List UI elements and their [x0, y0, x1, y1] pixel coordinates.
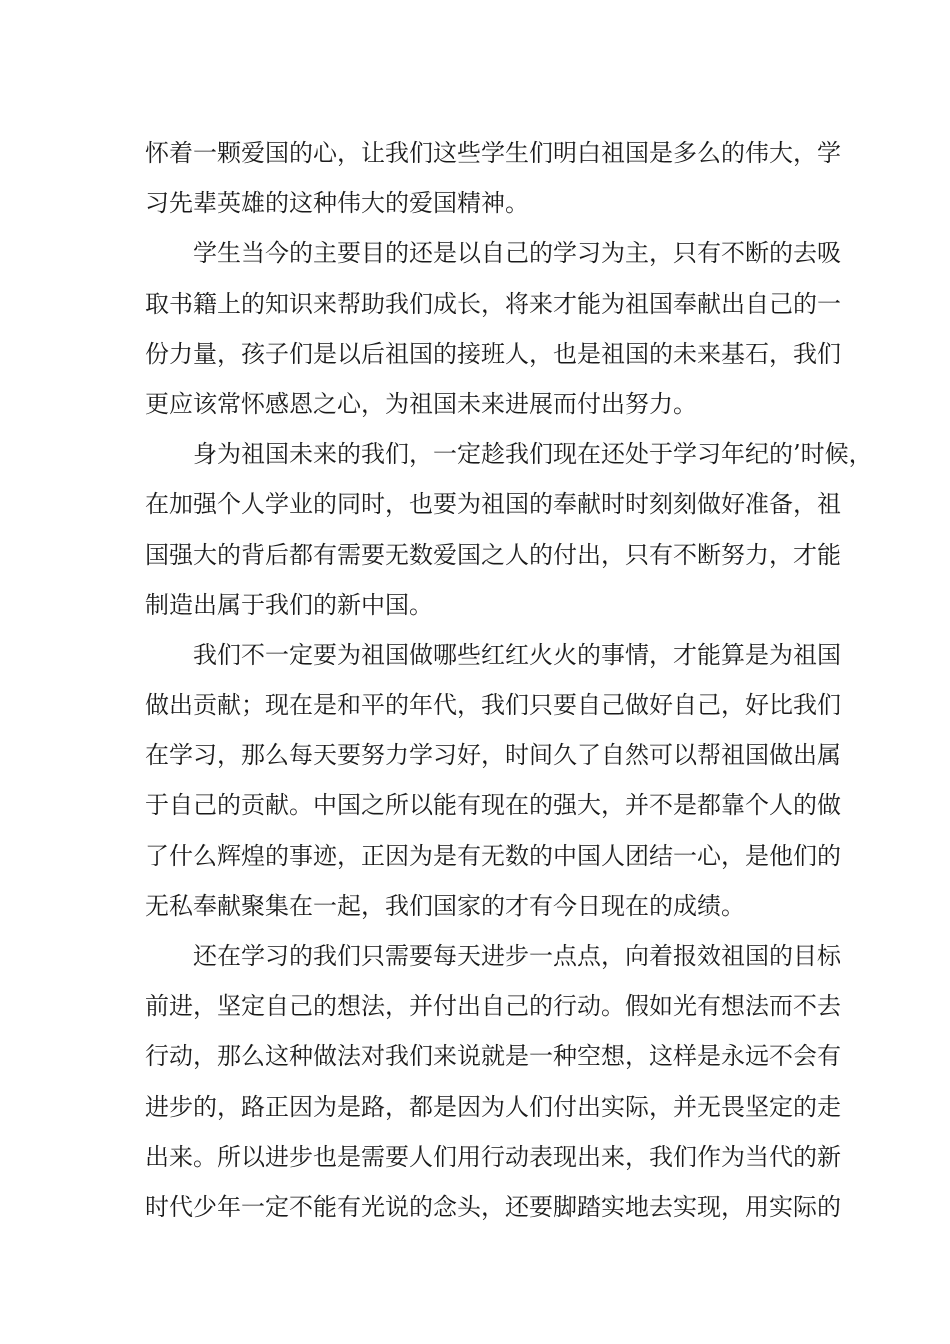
paragraph-line: 国强大的背后都有需要无数爱国之人的付出，只有不断努力，才能: [145, 540, 841, 569]
paragraph-3: [145, 429, 873, 630]
paragraph-line: 于自己的贡献。中国之所以能有现在的强大，并不是都靠个人的做: [145, 791, 841, 820]
paragraph-line: 份力量，孩子们是以后祖国的接班人，也是祖国的未来基石，我们: [145, 339, 841, 368]
paragraph-line: 制造出属于我们的新中国。: [145, 590, 433, 619]
paragraph-line: 怀着一颗爱国的心，让我们这些学生们明白祖国是多么的伟大，学: [145, 139, 841, 167]
paragraph-line: 出来。所以进步也是需要人们用行动表现出来，我们作为当代的新: [145, 1142, 841, 1171]
document-body: [145, 128, 873, 1232]
paragraph-line: 行动，那么这种做法对我们来说就是一种空想，这样是永远不会有: [145, 1042, 841, 1071]
paragraph-2: [145, 228, 841, 429]
paragraph-5: [145, 931, 841, 1232]
paragraph-4: [145, 630, 841, 931]
paragraph-line: 做出贡献；现在是和平的年代，我们只要自己做好自己，好比我们: [145, 691, 841, 720]
paragraph-line: 还在学习的我们只需要每天进步一点点，向着报效祖国的目标: [193, 942, 841, 970]
paragraph-line: 学生当今的主要目的还是以自己的学习为主，只有不断的去吸: [193, 239, 841, 268]
paragraph-line: 习先辈英雄的这种伟大的爱国精神。: [145, 189, 529, 218]
paragraph-line: 更应该常怀感恩之心，为祖国未来进展而付出努力。: [145, 389, 697, 418]
paragraph-1: [145, 128, 841, 228]
paragraph-line: 时代少年一定不能有光说的念头，还要脚踏实地去实现，用实际的: [145, 1192, 841, 1221]
paragraph-line: 进步的，路正因为是路，都是因为人们付出实际，并无畏坚定的走: [145, 1092, 841, 1121]
paragraph-line: 身为祖国未来的我们，一定趁我们现在还处于学习年纪的’时候，: [193, 440, 873, 469]
paragraph-line: 前进，坚定自己的想法，并付出自己的行动。假如光有想法而不去: [145, 992, 841, 1021]
paragraph-line: 我们不一定要为祖国做哪些红红火火的事情，才能算是为祖国: [193, 640, 841, 669]
paragraph-line: 取书籍上的知识来帮助我们成长，将来才能为祖国奉献出自己的一: [145, 289, 841, 318]
paragraph-line: 了什么辉煌的事迹，正因为是有无数的中国人团结一心，是他们的: [145, 841, 841, 870]
paragraph-line: 在学习，那么每天要努力学习好，时间久了自然可以帮祖国做出属: [145, 741, 841, 770]
paragraph-line: 无私奉献聚集在一起，我们国家的才有今日现在的成绩。: [145, 891, 745, 920]
paragraph-line: 在加强个人学业的同时，也要为祖国的奉献时时刻刻做好准备，祖: [145, 490, 841, 519]
